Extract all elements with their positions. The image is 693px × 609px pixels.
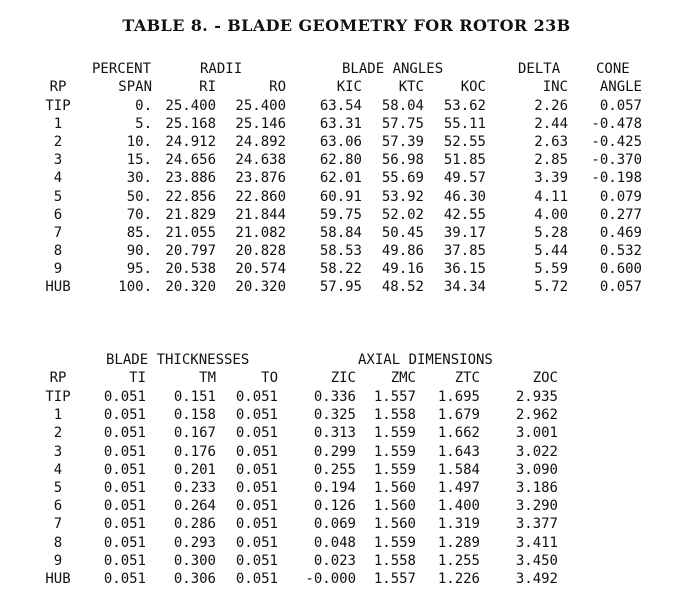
table-cell: 21.844 <box>235 206 286 223</box>
table-cell: 0.051 <box>103 461 146 478</box>
row-label: TIP <box>45 389 71 405</box>
table-cell: 50.45 <box>381 224 424 241</box>
table-cell: 3.090 <box>515 461 558 478</box>
table-cell: 5.72 <box>534 279 568 295</box>
table-cell: 25.146 <box>235 116 286 133</box>
table-cell: 1.643 <box>437 443 480 460</box>
row-label: 1 <box>53 407 63 424</box>
column-header: RP <box>49 79 67 95</box>
table-cell: 0.051 <box>235 516 278 533</box>
table-cell: 49.86 <box>381 242 424 259</box>
table-cell: 0.069 <box>313 516 356 533</box>
column-header: ZTC <box>454 370 480 386</box>
table-cell: 55.11 <box>443 116 486 133</box>
row-label: 3 <box>53 443 63 460</box>
table-cell: 20.828 <box>235 242 286 259</box>
column-header: TM <box>199 370 216 386</box>
table-cell: 10. <box>126 134 152 151</box>
table-cell: 1.695 <box>437 389 480 405</box>
table-cell: 0.051 <box>103 516 146 533</box>
table-cell: 1.255 <box>437 552 480 569</box>
table-cell: 0.051 <box>103 480 146 496</box>
table-cell: 70. <box>126 206 152 223</box>
table-cell: 58.84 <box>319 224 362 241</box>
table-cell: 2.935 <box>515 389 558 405</box>
table-cell: 52.02 <box>381 206 424 223</box>
group-header: CONE <box>596 61 630 77</box>
table-cell: 0.051 <box>235 461 278 478</box>
table-cell: 42.55 <box>443 206 486 223</box>
table-cell: 0.051 <box>103 552 146 569</box>
table-cell: 2.962 <box>515 407 558 424</box>
row-label: 2 <box>53 425 63 442</box>
table-cell: 1.559 <box>373 461 416 478</box>
table-cell: -0.425 <box>591 134 642 151</box>
table-cell: 1.559 <box>373 425 416 442</box>
column-header: ZIC <box>330 370 356 386</box>
table-cell: 2.44 <box>534 116 568 133</box>
table-cell: 3.186 <box>515 480 558 496</box>
table-cell: 3.001 <box>515 425 558 442</box>
row-label: 7 <box>53 516 63 533</box>
table-cell: 1.560 <box>373 516 416 533</box>
table-cell: 48.52 <box>381 279 424 295</box>
table-cell: 1.497 <box>437 480 480 496</box>
table-cell: 0.051 <box>235 407 278 424</box>
table-cell: 57.95 <box>319 279 362 295</box>
table-cell: 0.299 <box>313 443 356 460</box>
table-cell: 3.492 <box>515 571 558 587</box>
table-cell: 21.055 <box>165 224 216 241</box>
table-cell: 63.31 <box>319 116 362 133</box>
table-cell: 0.051 <box>103 571 146 587</box>
table-cell: 0.051 <box>103 425 146 442</box>
table-cell: 57.39 <box>381 134 424 151</box>
table-cell: 24.656 <box>165 152 216 169</box>
table-cell: 3.39 <box>534 170 568 187</box>
table-cell: 85. <box>126 224 152 241</box>
table-cell: 59.75 <box>319 206 362 223</box>
table-cell: 1.226 <box>437 571 480 587</box>
table-cell: 15. <box>126 152 152 169</box>
table-cell: 0.194 <box>313 480 356 496</box>
table-cell: 0.051 <box>103 389 146 405</box>
table-cell: 62.80 <box>319 152 362 169</box>
table-cell: 36.15 <box>443 260 486 277</box>
table-cell: 100. <box>118 279 152 295</box>
row-label: 9 <box>53 552 63 569</box>
table-cell: 0.325 <box>313 407 356 424</box>
table-cell: 2.85 <box>534 152 568 169</box>
row-label: 9 <box>53 260 63 277</box>
table-cell: 53.62 <box>443 98 486 114</box>
group-header: AXIAL DIMENSIONS <box>358 352 493 368</box>
column-header: SPAN <box>118 79 152 95</box>
table-cell: 21.829 <box>165 206 216 223</box>
table-cell: 0.277 <box>599 206 642 223</box>
row-label: 2 <box>53 134 63 151</box>
table-cell: 63.54 <box>319 98 362 114</box>
column-header: TI <box>129 370 146 386</box>
table-cell: 20.538 <box>165 260 216 277</box>
table-cell: 4.11 <box>534 188 568 205</box>
column-header: ANGLE <box>599 79 642 95</box>
table-cell: 0.126 <box>313 498 356 515</box>
row-label: 8 <box>53 242 63 259</box>
table-cell: 20.574 <box>235 260 286 277</box>
table-cell: 23.886 <box>165 170 216 187</box>
table-cell: 0.313 <box>313 425 356 442</box>
column-header: RP <box>49 370 67 386</box>
table-cell: 2.63 <box>534 134 568 151</box>
table-cell: 0.051 <box>235 389 278 405</box>
row-label: 3 <box>53 152 63 169</box>
table-cell: 34.34 <box>443 279 486 295</box>
table-cell: 49.57 <box>443 170 486 187</box>
table-cell: 0.255 <box>313 461 356 478</box>
table-title: TABLE 8. - BLADE GEOMETRY FOR ROTOR 23B <box>122 16 571 35</box>
table-cell: 25.168 <box>165 116 216 133</box>
column-header: ZOC <box>532 370 558 386</box>
row-label: HUB <box>45 279 71 295</box>
group-header: RADII <box>200 61 243 77</box>
table-cell: 3.411 <box>515 534 558 551</box>
row-label: 4 <box>53 170 63 187</box>
column-header: TO <box>261 370 278 386</box>
table-cell: 5.59 <box>534 260 568 277</box>
column-header: ZMC <box>390 370 416 386</box>
table-cell: 0.051 <box>103 498 146 515</box>
table-cell: 0.293 <box>173 534 216 551</box>
table-cell: 0.051 <box>103 443 146 460</box>
table-cell: 1.559 <box>373 534 416 551</box>
table-cell: 4.00 <box>534 206 568 223</box>
table-cell: 0.286 <box>173 516 216 533</box>
table-cell: 0.532 <box>599 242 642 259</box>
table-cell: 39.17 <box>443 224 486 241</box>
row-label: 5 <box>53 480 63 496</box>
group-header: PERCENT <box>92 61 152 77</box>
table-cell: 0.051 <box>235 443 278 460</box>
table-cell: 0.057 <box>599 279 642 295</box>
table-cell: 20.797 <box>165 242 216 259</box>
table-cell: 58.04 <box>381 98 424 114</box>
group-header: BLADE THICKNESSES <box>106 352 250 368</box>
table-cell: 0.158 <box>173 407 216 424</box>
table-cell: 25.400 <box>235 98 286 114</box>
row-label: TIP <box>45 98 71 114</box>
table-cell: 49.16 <box>381 260 424 277</box>
column-header: KIC <box>336 79 362 95</box>
table-cell: 0.600 <box>599 260 642 277</box>
table-cell: 5.28 <box>534 224 568 241</box>
table-cell: 0.306 <box>173 571 216 587</box>
table-cell: 0.051 <box>235 571 278 587</box>
table-cell: 58.53 <box>319 242 362 259</box>
table-cell: 90. <box>126 242 152 259</box>
table-cell: 22.856 <box>165 188 216 205</box>
table-cell: 63.06 <box>319 134 362 151</box>
column-header: RO <box>269 79 286 95</box>
table-cell: 0.051 <box>235 534 278 551</box>
table-cell: 62.01 <box>319 170 362 187</box>
table-cell: 0.201 <box>173 461 216 478</box>
table-cell: 57.75 <box>381 116 424 133</box>
table-cell: 0.051 <box>235 498 278 515</box>
table-cell: 0.051 <box>235 425 278 442</box>
table-cell: 0.051 <box>103 534 146 551</box>
table-cell: 1.557 <box>373 389 416 405</box>
column-header: KOC <box>460 79 486 95</box>
table-cell: 56.98 <box>381 152 424 169</box>
table-cell: 1.560 <box>373 498 416 515</box>
table-cell: 0.051 <box>235 480 278 496</box>
table-cell: 0.079 <box>599 188 642 205</box>
table-cell: 52.55 <box>443 134 486 151</box>
row-label: 4 <box>53 461 63 478</box>
table-cell: 24.638 <box>235 152 286 169</box>
table-cell: 95. <box>126 260 152 277</box>
group-header: DELTA <box>518 61 561 77</box>
table-cell: 0.051 <box>103 407 146 424</box>
table-cell: 0.167 <box>173 425 216 442</box>
table-cell: 0.048 <box>313 534 356 551</box>
table-cell: 3.290 <box>515 498 558 515</box>
table-cell: -0.000 <box>305 571 356 587</box>
table-cell: 0.233 <box>173 480 216 496</box>
table-cell: 5. <box>135 116 152 133</box>
table-cell: 37.85 <box>443 242 486 259</box>
table-cell: 58.22 <box>319 260 362 277</box>
table-cell: 0.264 <box>173 498 216 515</box>
table-cell: 23.876 <box>235 170 286 187</box>
table-cell: -0.370 <box>591 152 642 169</box>
table-cell: -0.478 <box>591 116 642 133</box>
table-cell: 21.082 <box>235 224 286 241</box>
table-cell: 0.051 <box>235 552 278 569</box>
table-cell: 20.320 <box>235 279 286 295</box>
table-cell: 46.30 <box>443 188 486 205</box>
column-header: INC <box>542 79 568 95</box>
table-cell: 0.300 <box>173 552 216 569</box>
row-label: 8 <box>53 534 63 551</box>
table-cell: 0.176 <box>173 443 216 460</box>
column-header: RI <box>199 79 216 95</box>
table-cell: 0. <box>135 98 152 114</box>
table-cell: 1.662 <box>437 425 480 442</box>
table-cell: 60.91 <box>319 188 362 205</box>
table-cell: 1.559 <box>373 443 416 460</box>
table-cell: 24.892 <box>235 134 286 151</box>
column-header: KTC <box>398 79 424 95</box>
table-cell: 3.377 <box>515 516 558 533</box>
table-cell: 0.151 <box>173 389 216 405</box>
table-cell: 20.320 <box>165 279 216 295</box>
table-cell: 1.319 <box>437 516 480 533</box>
table-cell: 53.92 <box>381 188 424 205</box>
table-cell: 1.289 <box>437 534 480 551</box>
table-cell: 1.558 <box>373 407 416 424</box>
table-cell: 50. <box>126 188 152 205</box>
table-cell: 3.450 <box>515 552 558 569</box>
table-cell: 5.44 <box>534 242 568 259</box>
table-cell: 55.69 <box>381 170 424 187</box>
row-label: 5 <box>53 188 63 205</box>
table-cell: 24.912 <box>165 134 216 151</box>
table-cell: 2.26 <box>534 98 568 114</box>
table-cell: 1.560 <box>373 480 416 496</box>
table-cell: 1.400 <box>437 498 480 515</box>
row-label: HUB <box>45 571 71 587</box>
table-cell: 1.558 <box>373 552 416 569</box>
table-cell: 22.860 <box>235 188 286 205</box>
table-cell: 0.057 <box>599 98 642 114</box>
table-cell: 30. <box>126 170 152 187</box>
table-cell: 0.336 <box>313 389 356 405</box>
table-cell: 0.469 <box>599 224 642 241</box>
row-label: 6 <box>53 206 63 223</box>
table-cell: 1.584 <box>437 461 480 478</box>
group-header: BLADE ANGLES <box>342 61 444 77</box>
table-cell: 25.400 <box>165 98 216 114</box>
table-cell: 51.85 <box>443 152 486 169</box>
row-label: 6 <box>53 498 63 515</box>
table-cell: -0.198 <box>591 170 642 187</box>
table-cell: 1.557 <box>373 571 416 587</box>
table-cell: 1.679 <box>437 407 480 424</box>
row-label: 1 <box>53 116 63 133</box>
row-label: 7 <box>53 224 63 241</box>
table-cell: 0.023 <box>313 552 356 569</box>
table-cell: 3.022 <box>515 443 558 460</box>
